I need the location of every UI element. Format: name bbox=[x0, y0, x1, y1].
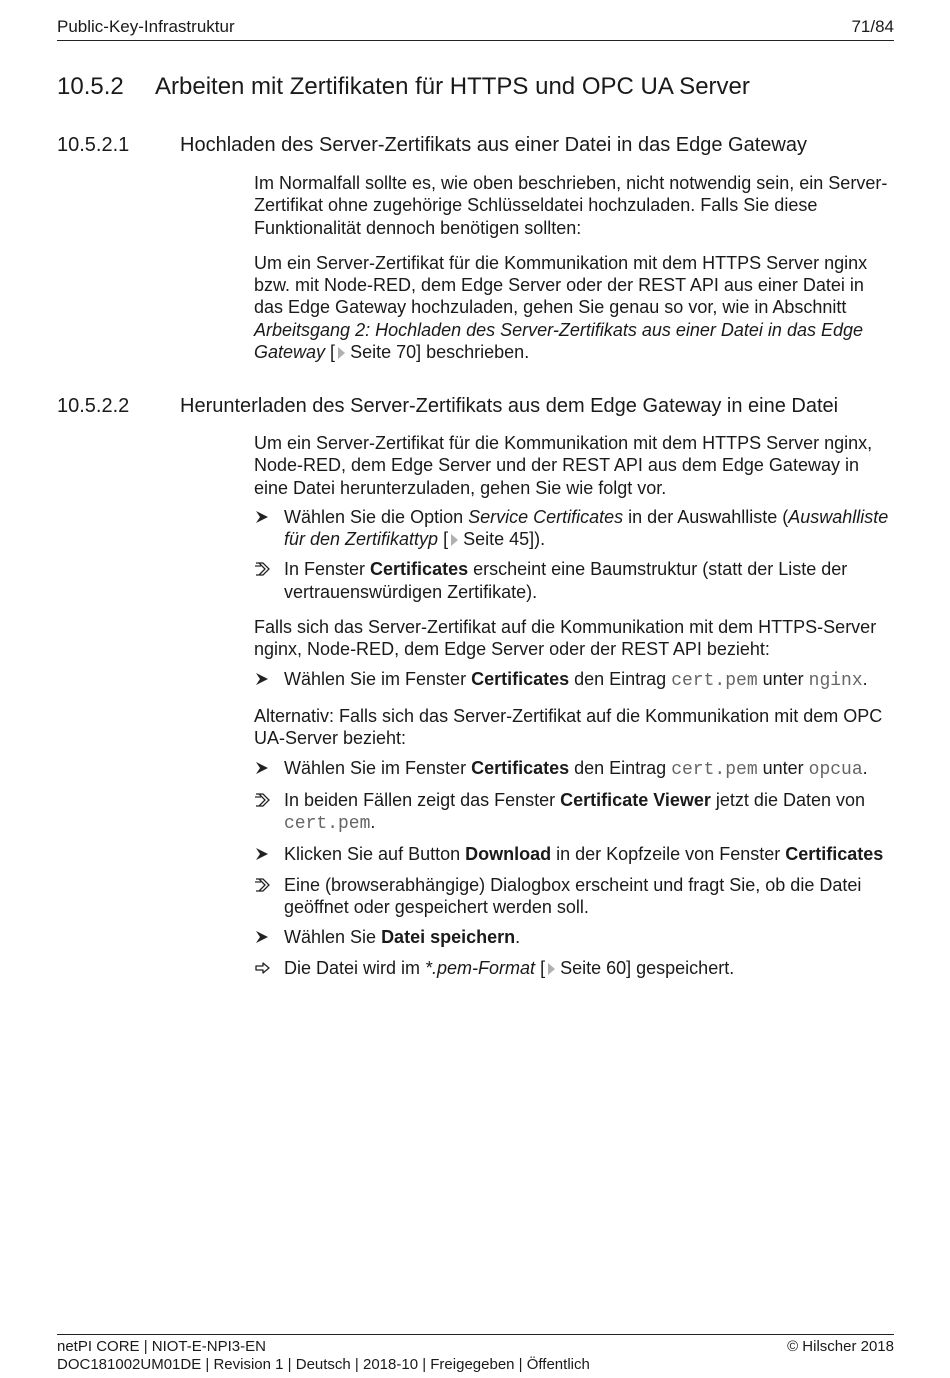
link-triangle-icon bbox=[548, 963, 555, 975]
page-reference-link[interactable]: Seite 45]). bbox=[463, 529, 546, 550]
header-title: Public-Key-Infrastruktur bbox=[57, 17, 235, 36]
list-item: In Fenster Certificates erscheint eine Baumstruktur (statt der Liste der vertrauenswürdigen Zertifikate). bbox=[254, 558, 889, 603]
list-item: Wählen Sie im Fenster Certificates den Eintrag cert.pem unter nginx. bbox=[254, 668, 889, 692]
list-item: Wählen Sie die Option Service Certificates in der Auswahlliste (Auswahlliste für den Zertifikattyp [ Seite 45]). bbox=[254, 506, 889, 551]
cross-reference-link[interactable]: Auswahlliste für den Zertifikattyp bbox=[284, 506, 889, 550]
section-title: Arbeiten mit Zertifikaten für HTTPS und OPC UA Server bbox=[155, 73, 750, 100]
header-rule bbox=[57, 40, 894, 41]
result-arrow-icon bbox=[254, 789, 276, 811]
footer-product: netPI CORE | NIOT-E-NPI3-EN bbox=[57, 1338, 266, 1355]
list-item: In beiden Fällen zeigt das Fenster Certificate Viewer jetzt die Daten von cert.pem. bbox=[254, 789, 889, 836]
subsection-1-number: 10.5.2.1 bbox=[57, 134, 130, 156]
step-arrowhead-icon bbox=[254, 757, 276, 779]
cross-reference-link[interactable]: *.pem-Format bbox=[425, 957, 536, 978]
subsection-2-body bbox=[254, 432, 889, 987]
final-result-arrow-icon bbox=[254, 957, 276, 979]
page-reference-link[interactable]: Seite 60] bbox=[560, 957, 632, 978]
paragraph: Falls sich das Server-Zertifikat auf die Kommunikation mit dem HTTPS-Server nginx, Node-RED, dem Edge Server oder der REST API bezieht: bbox=[254, 617, 877, 660]
footer-copyright: © Hilscher 2018 bbox=[787, 1338, 894, 1355]
section-number: 10.5.2 bbox=[57, 73, 124, 100]
paragraph: Im Normalfall sollte es, wie oben beschrieben, nicht notwendig sein, ein Server-Zertifikat ohne zugehörige Schlüsseldatei hochzuladen. Falls Sie diese Funktionalität dennoch benötigen sollten: bbox=[254, 173, 888, 238]
result-arrow-icon bbox=[254, 874, 276, 896]
step-arrowhead-icon bbox=[254, 843, 276, 865]
paragraph: Um ein Server-Zertifikat für die Kommunikation mit dem HTTPS Server nginx bzw. mit Node-RED, dem Edge Server oder der REST API aus einer Datei in das Edge Gateway hochzuladen, gehen Sie genau so vor, wie in Abschnitt Arbeitsgang 2: Hochladen des Server-Zertifikats aus einer Datei in das Edge Gateway [ Seite 70] beschrieben. bbox=[254, 252, 868, 363]
result-arrow-icon bbox=[254, 558, 276, 580]
list-item: Die Datei wird im *.pem-Format [ Seite 60] gespeichert. bbox=[254, 957, 889, 979]
step-arrowhead-icon bbox=[254, 506, 276, 528]
subsection-1-title: Hochladen des Server-Zertifikats aus einer Datei in das Edge Gateway bbox=[180, 134, 807, 156]
step-arrowhead-icon bbox=[254, 926, 276, 948]
subsection-2-title: Herunterladen des Server-Zertifikats aus dem Edge Gateway in eine Datei bbox=[180, 395, 839, 417]
list-item: Wählen Sie Datei speichern. bbox=[254, 926, 889, 948]
paragraph: Um ein Server-Zertifikat für die Kommunikation mit dem HTTPS Server nginx, Node-RED, dem Edge Server und der REST API aus dem Edge Gateway in eine Datei herunterzuladen, gehen Sie wie folgt vor. bbox=[254, 433, 873, 498]
subsection-2-number: 10.5.2.2 bbox=[57, 395, 130, 417]
link-triangle-icon bbox=[338, 347, 345, 359]
footer-rule bbox=[57, 1334, 894, 1335]
page-reference-link[interactable]: Seite 70] bbox=[350, 342, 422, 363]
page-number: 71/84 bbox=[851, 17, 894, 36]
step-arrowhead-icon bbox=[254, 668, 276, 690]
paragraph: Alternativ: Falls sich das Server-Zertifikat auf die Kommunikation mit dem OPC UA-Server bezieht: bbox=[254, 705, 883, 749]
footer-document-info: DOC181002UM01DE | Revision 1 | Deutsch | 2018-10 | Freigegeben | Öffentlich bbox=[57, 1356, 590, 1373]
list-item: Eine (browserabhängige) Dialogbox erscheint und fragt Sie, ob die Datei geöffnet oder gespeichert werden soll. bbox=[254, 874, 889, 919]
link-triangle-icon bbox=[451, 534, 458, 546]
subsection-1-body bbox=[254, 172, 889, 376]
cross-reference-link[interactable]: Arbeitsgang 2: Hochladen des Server-Zertifikats aus einer Datei in das Edge Gateway bbox=[254, 319, 864, 363]
list-item: Klicken Sie auf Button Download in der Kopfzeile von Fenster Certificates bbox=[254, 843, 889, 865]
list-item: Wählen Sie im Fenster Certificates den Eintrag cert.pem unter opcua. bbox=[254, 757, 889, 781]
